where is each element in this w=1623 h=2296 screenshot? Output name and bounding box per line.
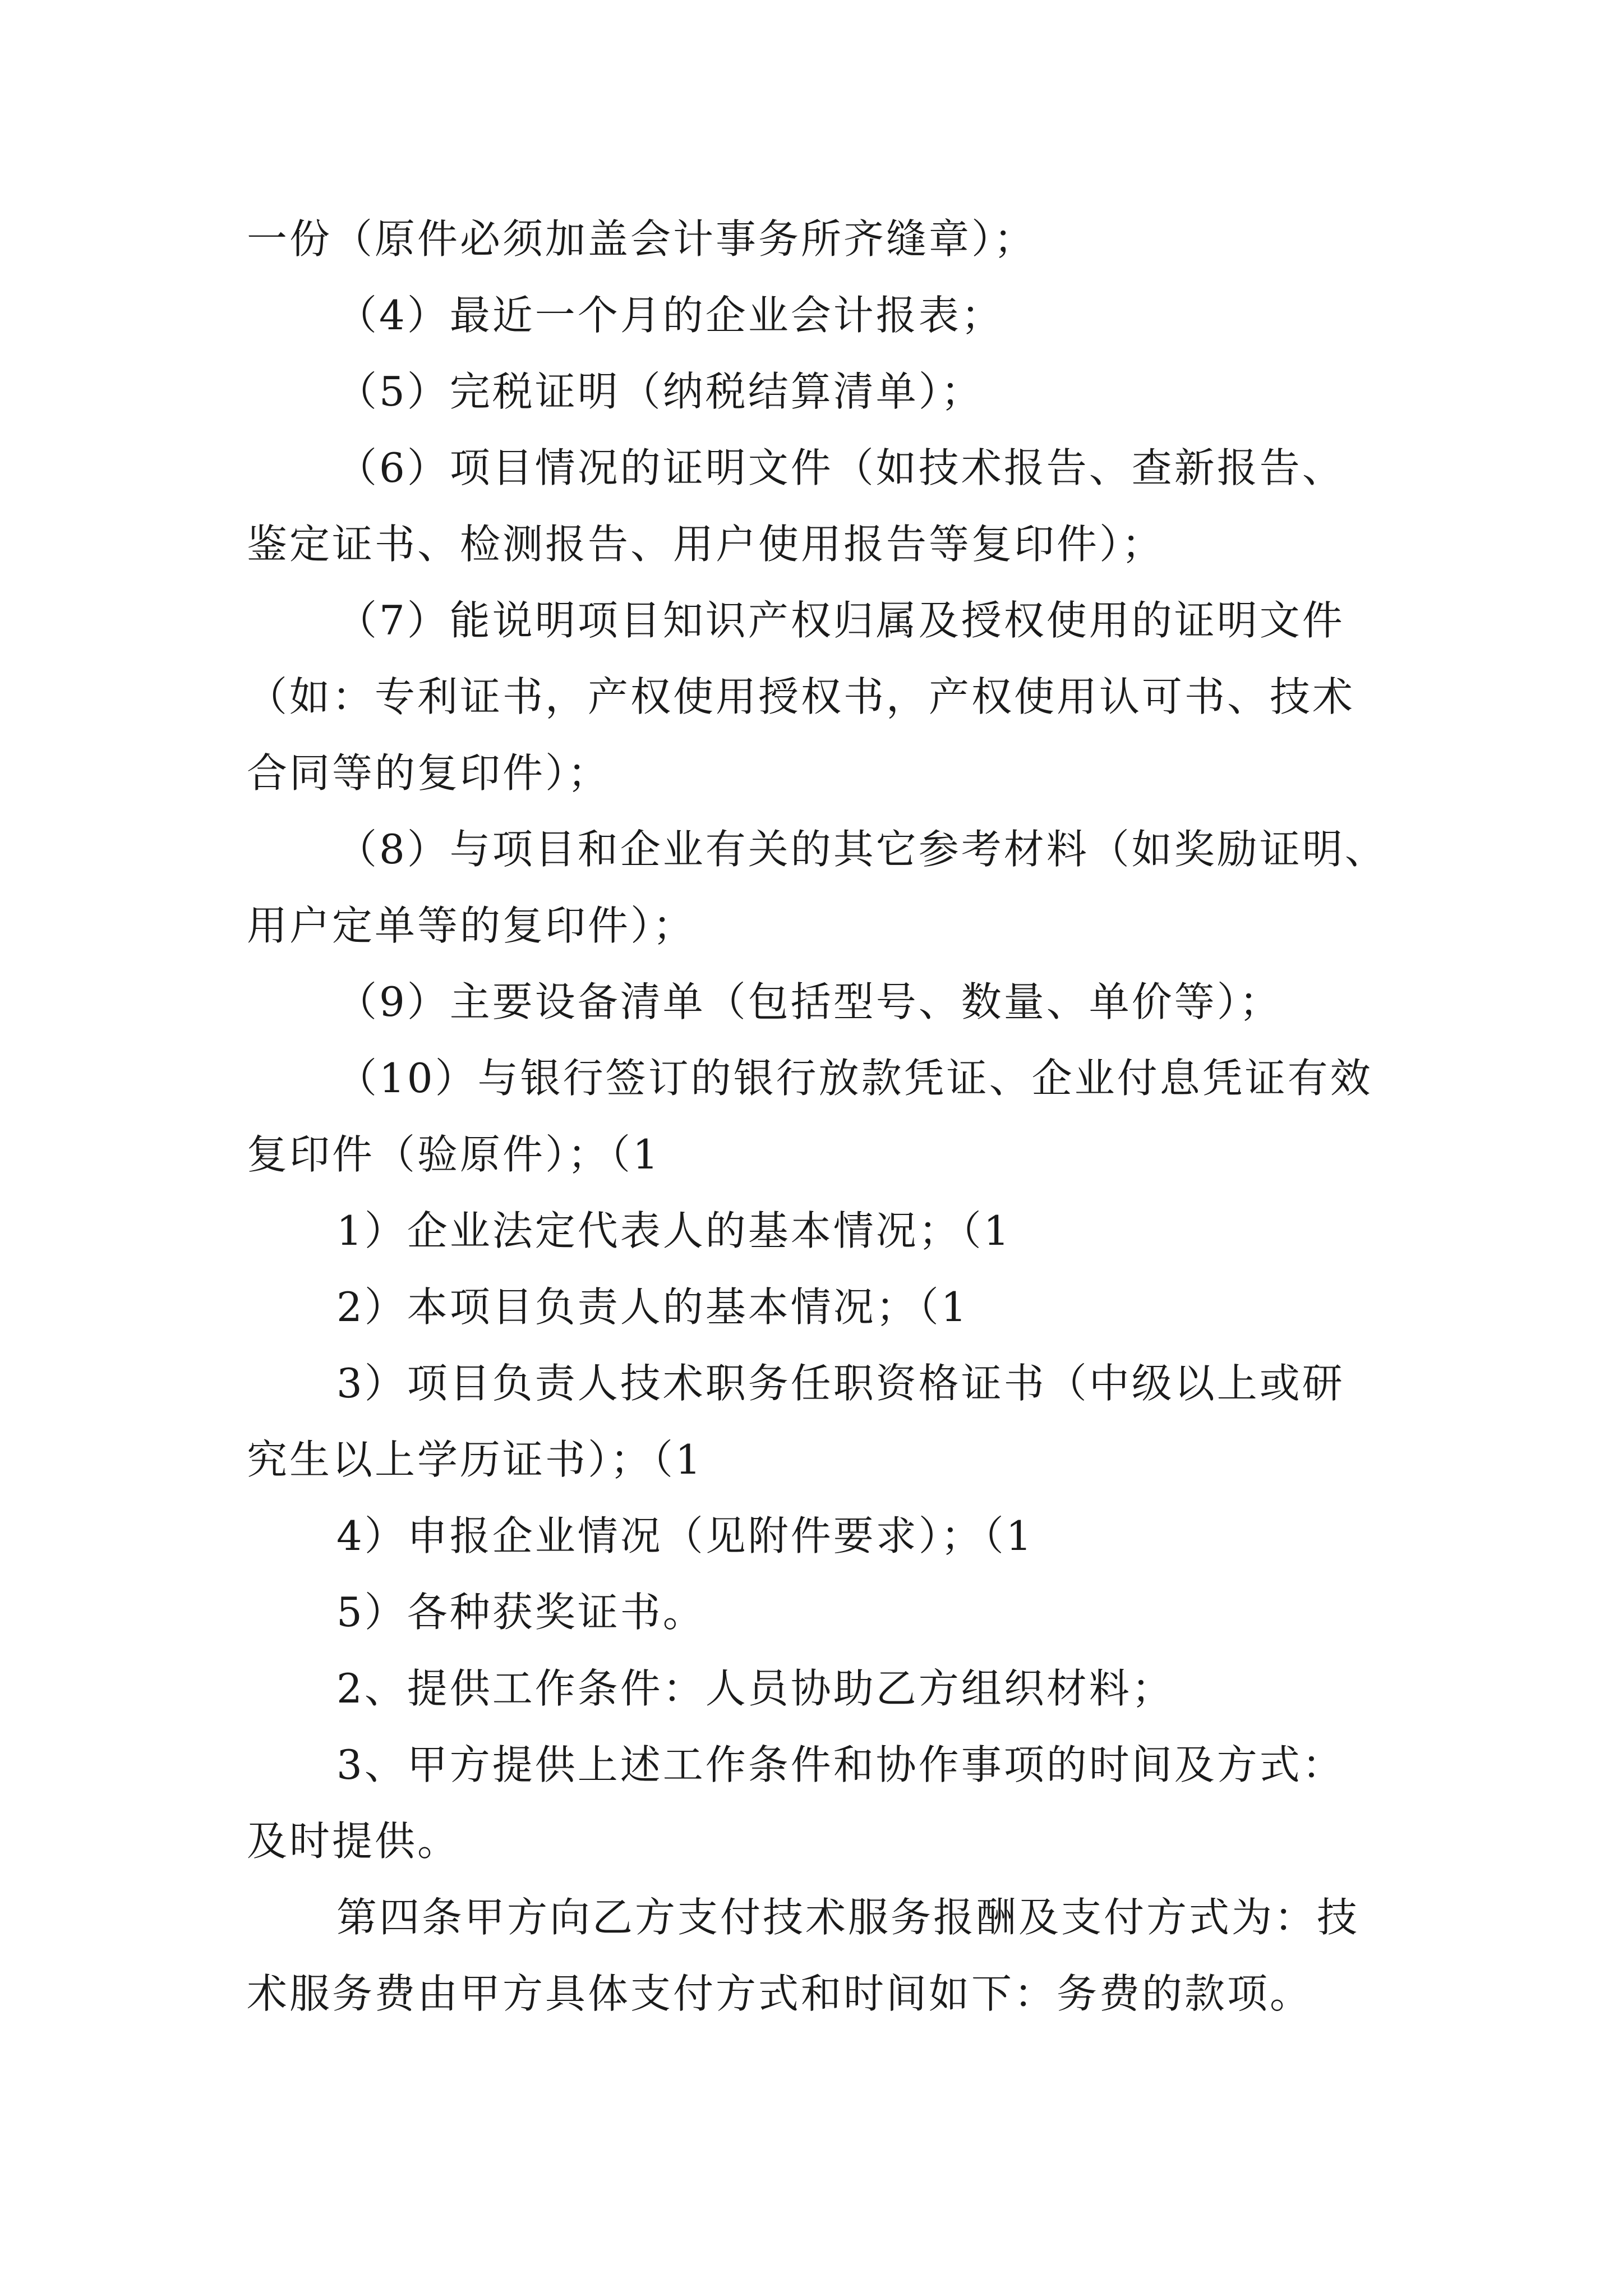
text-line: 用户定单等的复印件）； (247, 902, 696, 949)
text-line: 5）各种获奖证书。 (336, 1589, 706, 1636)
text-line: 及时提供。 (247, 1818, 460, 1865)
text-line: 术服务费由甲方具体支付方式和时间如下：务费的款项。 (247, 1970, 1313, 2017)
text-line: 究生以上学历证书）；（1 (247, 1436, 703, 1483)
text-line: 鉴定证书、检测报告、用户使用报告等复印件）； (247, 521, 1165, 568)
text-line: （6）项目情况的证明文件（如技术报告、查新报告、 (336, 444, 1345, 491)
text-line: 一份（原件必须加盖会计事务所齐缝章）； (247, 215, 1037, 263)
text-line: （如：专利证书，产权使用授权书，产权使用认可书、技术 (247, 673, 1355, 720)
text-line: （4）最近一个月的企业会计报表； (336, 292, 1004, 339)
text-line: 复印件（验原件）；（1 (247, 1131, 661, 1178)
text-line: 2、提供工作条件：人员协助乙方组织材料； (336, 1665, 1174, 1712)
text-line: 2）本项目负责人的基本情况；（1 (336, 1283, 969, 1331)
text-line: 4）申报企业情况（见附件要求）；（1 (336, 1512, 1034, 1559)
text-line: 第四条甲方向乙方支付技术服务报酬及支付方式为：技 (336, 1894, 1360, 1941)
text-line: （10）与银行签订的银行放款凭证、企业付息凭证有效 (336, 1055, 1373, 1102)
text-line: 3、甲方提供上述工作条件和协作事项的时间及方式： (336, 1741, 1345, 1788)
text-line: （9）主要设备清单（包括型号、数量、单价等）； (336, 978, 1282, 1025)
text-line: 合同等的复印件）； (247, 749, 611, 797)
text-line: （7）能说明项目知识产权归属及授权使用的证明文件 (336, 597, 1345, 644)
text-line: 1）企业法定代表人的基本情况；（1 (336, 1207, 1012, 1254)
text-line: （8）与项目和企业有关的其它参考材料（如奖励证明、 (336, 826, 1387, 873)
text-line: （5）完税证明（纳税结算清单）； (336, 368, 984, 415)
text-line: 3）项目负责人技术职务任职资格证书（中级以上或研 (336, 1360, 1345, 1407)
